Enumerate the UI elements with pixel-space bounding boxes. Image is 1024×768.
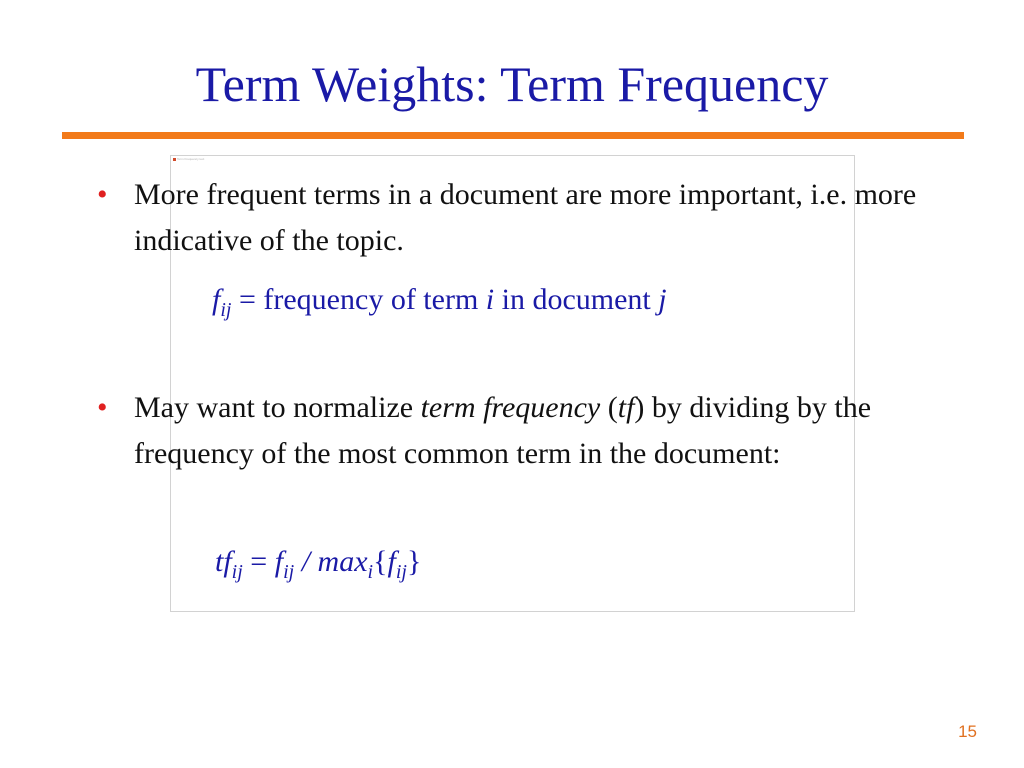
bullet-text-2-mid: ( bbox=[600, 391, 618, 424]
formula-frequency-definition bbox=[212, 280, 667, 320]
formula-inner-f: f bbox=[387, 545, 396, 578]
formula-mid-text: in document bbox=[494, 283, 659, 316]
formula-f: f bbox=[274, 545, 284, 578]
object-icon bbox=[173, 158, 176, 161]
formula-open-brace: { bbox=[373, 545, 388, 578]
title-underline bbox=[62, 132, 964, 139]
formula-slash: / bbox=[294, 545, 318, 578]
formula-max: max bbox=[317, 545, 368, 578]
formula-var-j: j bbox=[658, 283, 667, 316]
slide-title: Term Weights: Term Frequency bbox=[195, 56, 829, 112]
formula-tf: tf bbox=[215, 545, 232, 578]
formula-var-f: f bbox=[212, 283, 221, 316]
formula-eq-text: = frequency of term bbox=[231, 283, 486, 316]
bullet-text-2-abbrev: tf bbox=[617, 391, 635, 424]
formula-tf-sub: ij bbox=[231, 561, 243, 583]
bullet-item-2 bbox=[97, 385, 957, 477]
formula-sub-ij: ij bbox=[220, 299, 232, 321]
bullet-text-2-after: ) by dividing by the frequency of the most common term in the document: bbox=[134, 391, 872, 470]
formula-close-brace: } bbox=[406, 545, 422, 578]
bullet-text-2-before: May want to normalize bbox=[134, 391, 421, 424]
formula-equals: = bbox=[242, 545, 275, 578]
bullet-text-2-italic: term frequency bbox=[420, 391, 601, 424]
formula-inner-sub: ij bbox=[395, 561, 407, 583]
bullet-text-1: More frequent terms in a document are more important, i.e. more indicative of the topic. bbox=[134, 178, 917, 257]
bullet-text-2 bbox=[134, 385, 957, 477]
embedded-object-caption-text: Term Frequency text bbox=[177, 157, 205, 161]
formula-var-i: i bbox=[485, 283, 495, 316]
formula-f-sub: ij bbox=[283, 561, 295, 583]
formula-max-sub: i bbox=[367, 561, 374, 583]
page-number: 15 bbox=[958, 722, 977, 741]
bullet-item-1 bbox=[97, 172, 957, 264]
bullet-marker: • bbox=[97, 178, 108, 211]
formula-tf-normalization bbox=[215, 542, 421, 582]
embedded-object-caption bbox=[173, 157, 204, 161]
bullet-marker: • bbox=[97, 391, 108, 424]
